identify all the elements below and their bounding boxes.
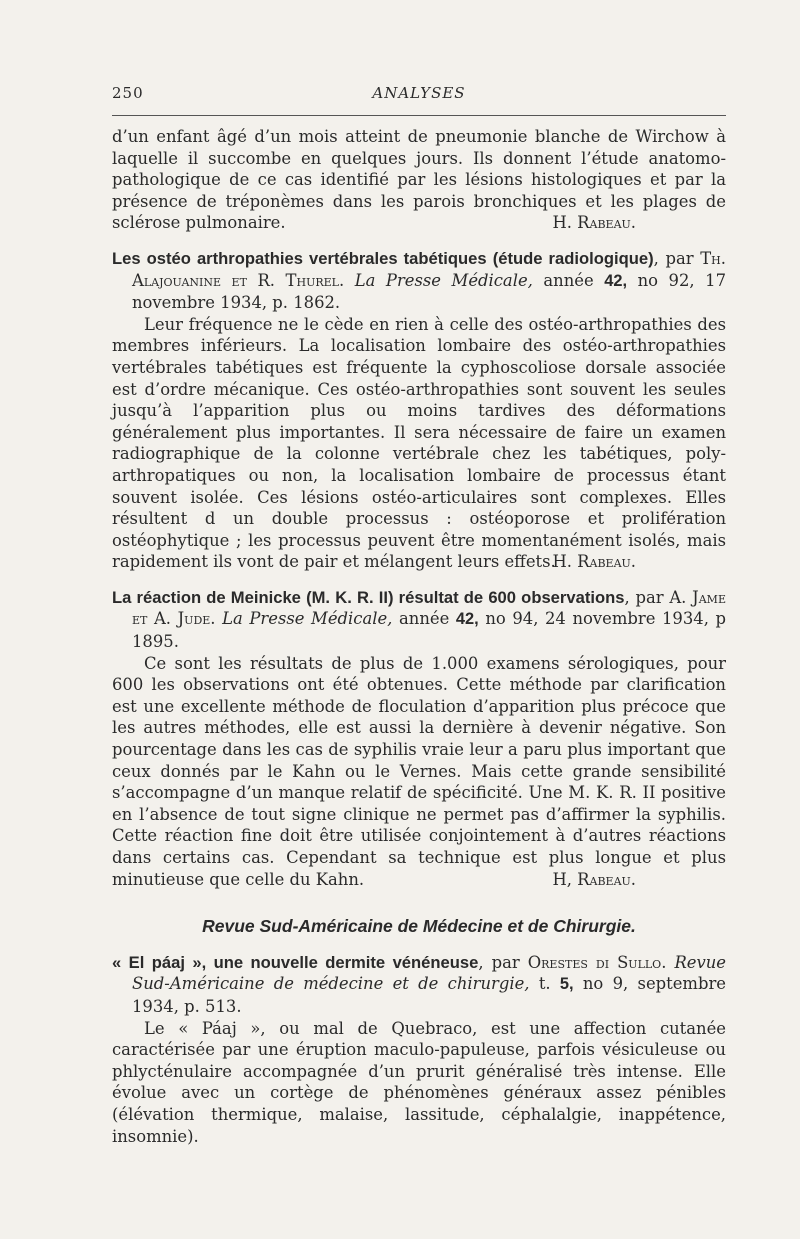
- intro-text: d’un enfant âgé d’un mois atteint de pneumonie blanche de Wirchow à laquelle il succombe en quelques jours. Ils donnent l’étude anatomo-pathologique de ce cas identifié par les lésions histologiques et par la présence de tréponèmes dans les parois bronchiques et les plages de sclérose pulmonaire.: [112, 127, 726, 233]
- article-2-title: La réaction de Meinicke (M. K. R. II) résultat de 600 observations: [112, 587, 625, 607]
- article-1-signature: H. Rabeau.: [552, 552, 636, 572]
- article-1-journal: La Presse Médicale,: [354, 270, 533, 290]
- article-2-authors: A. Jame et A. Jude.: [132, 587, 726, 629]
- article-2-header: La réaction de Meinicke (M. K. R. II) résultat de 600 observations, par A. Jame et A. Jude. La Presse Médicale, année 42, no 94, 24 novembre 1934, p 1895.: [112, 587, 727, 652]
- intro-signature: H. Rabeau.: [552, 213, 636, 233]
- page-header: [112, 84, 726, 108]
- article-3-header: « El páaj », une nouvelle dermite vénéneuse, par Orestes di Sullo. Revue Sud-Américaine de médecine et de chirurgie, t. 5, no 9, septembre 1934, p. 513.: [112, 952, 726, 1016]
- article-2-text: Ce sont les résultats de plus de 1.000 examens sérologiques, pour 600 les observations ont été obtenues. Cette méthode par clarification est une excellente méthode de floculation d’apparition plus précoce que les autres méthodes, elle est aussi la dernière à devenir négative. Son pourcentage dans les cas de syphilis vraie leur a paru plus important que ceux donnés par le Kahn ou le Vernes. Mais cette grande sensibilité s’accompagne d’un manque relatif de spécificité. Une M. K. R. II positive en l’absence de tout signe clinique ne permet pas d’affirmer la syphilis. Cette réaction fine doit être utilisée conjointement à d’autres réactions dans certains cas. Cependant sa technique est plus longue et plus minutieuse que celle du Kahn.: [112, 653, 726, 889]
- page-body: [112, 126, 726, 1147]
- article-1-header: Les ostéo arthropathies vertébrales tabétiques (étude radiologique), par Th. Alajouanine et R. Thurel. La Presse Médicale, année 42, no 92, 17 novembre 1934, p. 1862.: [112, 248, 727, 313]
- article-2-signature: H, Rabeau.: [552, 869, 636, 889]
- article-1-title: Les ostéo arthropathies vertébrales tabétiques (étude radiologique): [112, 248, 654, 268]
- article-3-text: Le « Páaj », ou mal de Quebraco, est une affection cutanée caractérisée par une éruption maculo-papuleuse, parfois vésiculeuse ou phlycténulaire accompagnée d’un prurit généralisé très intense. Elle évolue avec un cortège de phénomènes généraux assez pénibles (élévation thermique, malaise, lassitude, céphalalgie, inappétence, insomnie).: [112, 1018, 726, 1146]
- article-3-title: « El páaj », une nouvelle dermite vénéneuse: [112, 952, 479, 972]
- section-title: Revue Sud-Américaine de Médecine et de Chirurgie.: [202, 916, 636, 937]
- running-head: ANALYSES: [372, 84, 466, 102]
- article-3-authors: Orestes di Sullo.: [527, 952, 667, 972]
- article-1-authors: Th. Alajouanine et R. Thurel.: [132, 248, 726, 290]
- header-rule: [112, 115, 726, 116]
- article-1-text: Leur fréquence ne le cède en rien à celle des ostéo-arthropathies des membres inférieurs. La localisation lombaire des ostéo-arthropathies vertébrales tabétiques est fréquente la cyphoscoliose dorsale associée est d’ordre mécanique. Ces ostéo-arthropathies sont souvent les seules jusqu’à l’apparition plus ou moins tardives des déformations généralement plus importantes. Il sera nécessaire de faire un examen radiographique de la colonne vertébrale chez les tabétiques, poly-arthropatiques ou non, la localisation lombaire de processus étant souvent isolée. Ces lésions ostéo-articulaires sont complexes. Elles résultent d un double processus : ostéoporose et prolifération ostéophytique ; les processus peuvent être momentanément isolés, mais rapidement ils vont de pair et mélangent leurs effets.: [112, 314, 726, 572]
- article-3-journal: Revue Sud-Américaine de médecine et de chirurgie,: [132, 952, 726, 994]
- page-number: 250: [112, 84, 144, 102]
- article-2-journal: La Presse Médicale,: [222, 609, 393, 629]
